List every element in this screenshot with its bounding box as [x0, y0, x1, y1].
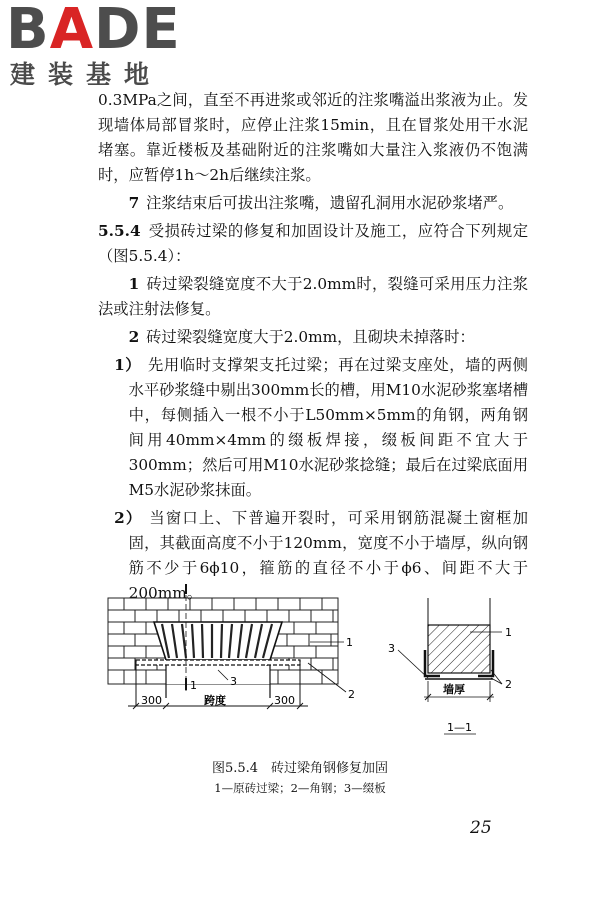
clause-item-7	[98, 191, 528, 216]
elevation-view	[108, 584, 355, 709]
brick-lintel-arch	[154, 622, 282, 660]
section-text: 受损砖过梁的修复和加固设计及施工，应符合下列规定（图5.5.4）：	[98, 222, 528, 265]
logo-letters-de: DE	[94, 0, 181, 62]
section-5-5-4	[98, 219, 528, 269]
dimension-300-right: 300	[274, 694, 295, 707]
section-number: 5.5.4	[98, 222, 141, 240]
logo-subtitle: 建装基地	[10, 60, 163, 89]
section-mark-bottom: 1	[190, 679, 197, 692]
clause-number: 7	[128, 194, 140, 212]
wall-thickness-label: 墙厚	[443, 683, 465, 696]
figure-drawing	[98, 580, 528, 755]
clause-number: 2	[128, 328, 140, 346]
logo-letter-a: A	[49, 0, 95, 62]
dimension-300-left: 300	[141, 694, 162, 707]
label-1-section: 1	[505, 626, 512, 639]
label-3-elevation: 3	[230, 675, 237, 688]
page-number: 25	[470, 818, 492, 838]
figure-caption: 图5.5.4 砖过梁角钢修复加固	[211, 761, 389, 776]
sub-item-number: 1）	[114, 356, 142, 374]
section-title: 1—1	[447, 721, 472, 734]
clause-text: 砖过梁裂缝宽度大于2.0mm，且砌块未掉落时：	[146, 328, 475, 346]
dimension-span: 跨度	[204, 694, 226, 707]
sub-item-1	[98, 353, 528, 503]
section-view	[388, 598, 512, 734]
figure-legend: 1—原砖过梁；2—角钢；3—缀板	[214, 781, 386, 795]
label-1-elevation: 1	[346, 636, 353, 649]
sub-item-text: 先用临时支撑架支托过梁；再在过梁支座处，墙的两侧水平砂浆缝中剔出300mm长的槽，用M10水泥砂浆塞堵槽中，每侧插入一根不小于L50mm×5mm的角钢，两角钢间用40mm×4mm的缀板焊接，缀板间距不宜大于300mm；然后可用M10水泥砂浆捻缝；最后在过梁底面用M5水泥砂浆抹面。	[128, 356, 528, 499]
bade-logo	[6, 2, 181, 94]
clause-item-2	[98, 325, 528, 350]
clause-text: 注浆结束后可拔出注浆嘴，遗留孔洞用水泥砂浆堵严。	[146, 194, 514, 212]
sub-item-text: 当窗口上、下普遍开裂时，可采用钢筋混凝土窗框加固，其截面高度不小于120mm，宽度不小于墙厚，纵向钢筋不少于6ϕ10，箍筋的直径不小于ϕ6、间距不大于200mm。	[128, 509, 528, 602]
paragraph-continued: 0.3MPa之间，直至不再进浆或邻近的注浆嘴溢出浆液为止。发现墙体局部冒浆时，应停止注浆15min，且在冒浆处用干水泥堵塞。靠近楼板及基础附近的注浆嘴如大量注入浆液仍不饱满时，应暂停1h～2h后继续注浆。	[98, 91, 528, 184]
window-opening	[166, 666, 270, 684]
angle-steel-elevation	[136, 660, 300, 665]
figure-5-5-4	[98, 580, 528, 755]
logo-wordmark	[6, 0, 181, 62]
body-text	[98, 88, 528, 606]
label-3-section: 3	[388, 642, 395, 655]
sub-item-number: 2）	[114, 509, 143, 527]
clause-text: 砖过梁裂缝宽度不大于2.0mm时，裂缝可采用压力注浆法或注射法修复。	[98, 275, 528, 318]
label-2-section: 2	[505, 678, 512, 691]
clause-item-1	[98, 272, 528, 322]
clause-number: 1	[128, 275, 140, 293]
logo-letter-b: B	[6, 0, 50, 62]
label-2-elevation: 2	[348, 688, 355, 701]
